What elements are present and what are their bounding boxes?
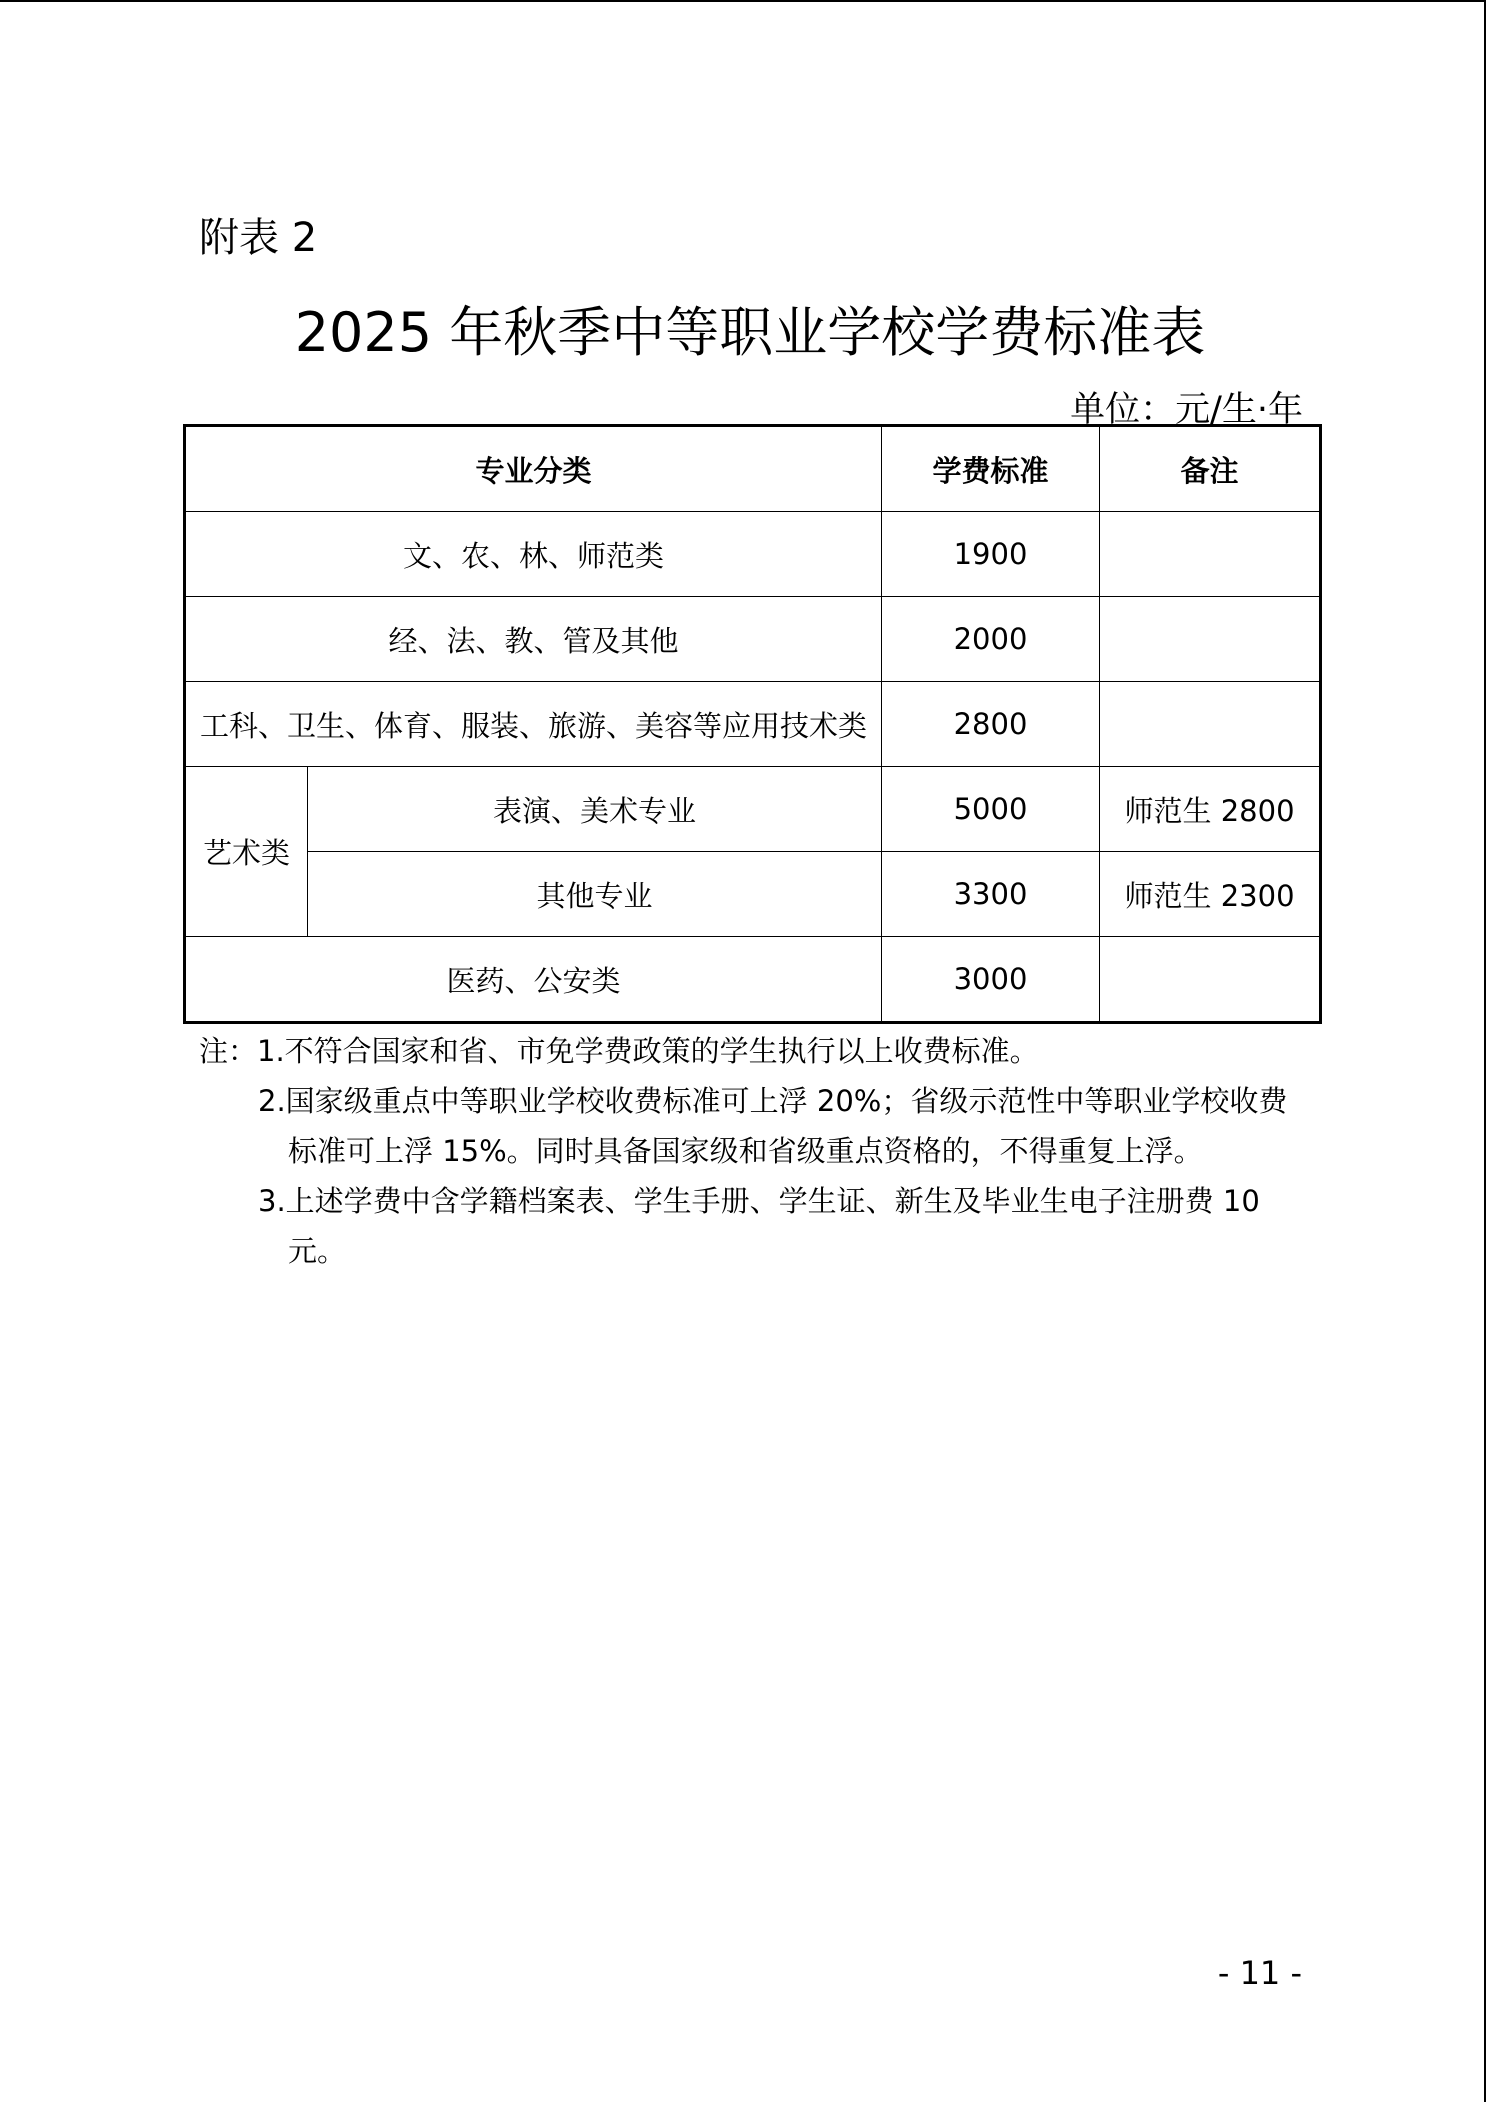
row-category: 表演、美术专业 [308,767,882,852]
row-fee: 3300 [882,852,1100,937]
note-3: 3.上述学费中含学籍档案表、学生手册、学生证、新生及毕业生电子注册费 10 [258,1184,1260,1218]
appendix-label: 附表 2 [199,215,318,261]
note-3-continued: 元。 [288,1234,347,1268]
header-category: 专业分类 [185,426,882,512]
header-remark: 备注 [1100,426,1321,512]
table-row [185,767,1321,852]
fee-table [183,424,1322,1024]
notes [199,1026,1329,1276]
page-number: - 11 - [1217,1954,1302,1992]
row-remark [1100,682,1321,767]
row-fee: 3000 [882,937,1100,1023]
note-2: 2.国家级重点中等职业学校收费标准可上浮 20%；省级示范性中等职业学校收费 [258,1084,1288,1118]
art-group-label: 艺术类 [185,767,308,937]
row-category: 文、农、林、师范类 [185,512,882,597]
row-category: 经、法、教、管及其他 [185,597,882,682]
note-2-continued: 标准可上浮 15%。同时具备国家级和省级重点资格的，不得重复上浮。 [288,1134,1203,1168]
note-1: 注：1.不符合国家和省、市免学费政策的学生执行以上收费标准。 [199,1034,1039,1068]
row-fee: 2000 [882,597,1100,682]
row-fee: 1900 [882,512,1100,597]
row-fee: 5000 [882,767,1100,852]
unit-label: 单位：元/生·年 [1070,390,1303,430]
row-category: 其他专业 [308,852,882,937]
header-fee: 学费标准 [882,426,1100,512]
row-remark: 师范生 2300 [1100,852,1321,937]
row-remark [1100,597,1321,682]
table-header-row [185,426,1321,512]
row-category: 医药、公安类 [185,937,882,1023]
row-category: 工科、卫生、体育、服装、旅游、美容等应用技术类 [185,682,882,767]
row-remark [1100,937,1321,1023]
table-row [185,937,1321,1023]
row-remark: 师范生 2800 [1100,767,1321,852]
row-fee: 2800 [882,682,1100,767]
table-row [185,512,1321,597]
table-row [185,852,1321,937]
row-remark [1100,512,1321,597]
table-row [185,682,1321,767]
table-row [185,597,1321,682]
page-title: 2025 年秋季中等职业学校学费标准表 [294,301,1206,364]
